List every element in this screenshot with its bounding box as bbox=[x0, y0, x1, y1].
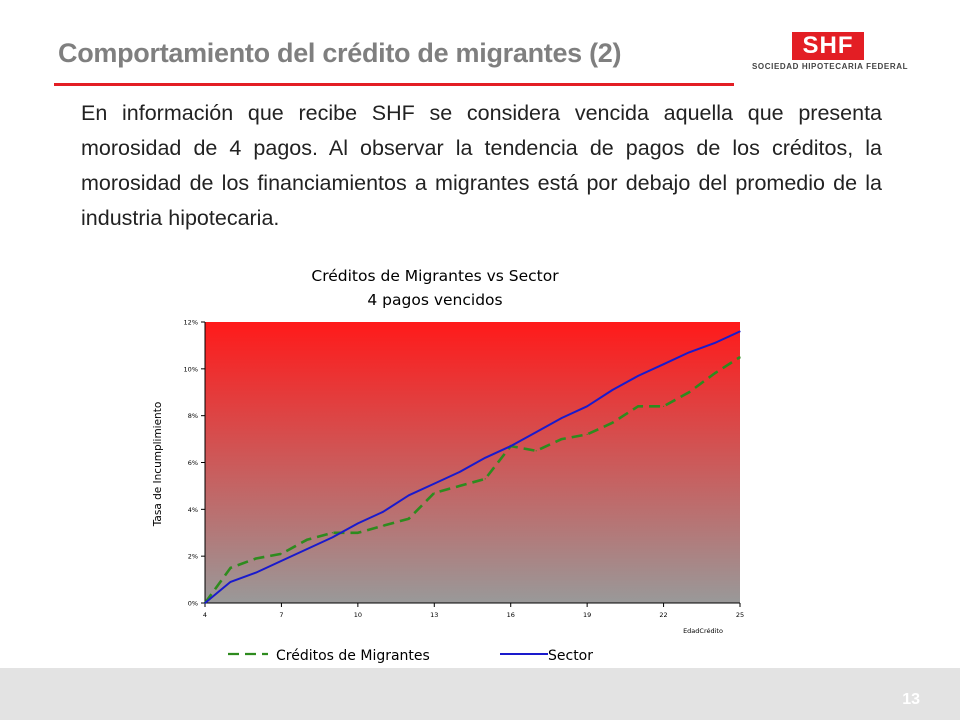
line-chart bbox=[130, 250, 770, 668]
data-point bbox=[714, 342, 715, 343]
data-point bbox=[637, 406, 638, 407]
data-point bbox=[383, 525, 384, 526]
data-point bbox=[230, 567, 231, 568]
data-point bbox=[739, 357, 740, 358]
x-tick-label: 22 bbox=[659, 611, 668, 619]
data-point bbox=[612, 422, 613, 423]
x-axis-label: EdadCrédito bbox=[683, 627, 723, 635]
slide-title: Comportamiento del crédito de migrantes (2) bbox=[58, 38, 622, 68]
y-tick-label: 10% bbox=[183, 365, 198, 374]
data-point bbox=[434, 492, 435, 493]
y-ticks bbox=[184, 319, 205, 608]
data-point bbox=[587, 434, 588, 435]
logo-tagline: SOCIEDAD HIPOTECARIA FEDERAL bbox=[752, 62, 909, 71]
chart-title: Créditos de Migrantes vs Sector bbox=[311, 267, 559, 285]
y-axis-label: Tasa de Incumplimiento bbox=[152, 401, 164, 527]
y-tick-label: 6% bbox=[187, 459, 198, 467]
data-point bbox=[637, 375, 638, 376]
data-point bbox=[739, 331, 740, 332]
x-tick-label: 25 bbox=[735, 611, 745, 619]
data-point bbox=[688, 392, 689, 393]
data-point bbox=[255, 558, 256, 559]
chart-subtitle: 4 pagos vencidos bbox=[367, 291, 503, 309]
title-rule bbox=[54, 83, 734, 86]
y-tick-label: 0% bbox=[187, 599, 198, 608]
data-point bbox=[255, 572, 256, 573]
x-tick-label: 7 bbox=[279, 611, 284, 619]
data-point bbox=[536, 431, 537, 432]
y-tick-label: 8% bbox=[187, 412, 198, 421]
chart-legend bbox=[228, 648, 593, 664]
plot-area bbox=[205, 322, 740, 603]
data-point bbox=[714, 373, 715, 374]
x-tick-label: 13 bbox=[430, 611, 439, 619]
x-tick-label: 16 bbox=[506, 611, 515, 619]
data-point bbox=[612, 389, 613, 390]
data-point bbox=[408, 495, 409, 496]
legend-label-sector: Sector bbox=[548, 648, 594, 664]
data-point bbox=[663, 364, 664, 365]
data-point bbox=[688, 352, 689, 353]
data-point bbox=[383, 511, 384, 512]
legend-label-migrantes: Créditos de Migrantes bbox=[276, 648, 430, 664]
data-point bbox=[408, 518, 409, 519]
data-point bbox=[306, 549, 307, 550]
data-point bbox=[357, 523, 358, 524]
data-point bbox=[281, 553, 282, 554]
data-point bbox=[459, 471, 460, 472]
data-point bbox=[536, 450, 537, 451]
data-point bbox=[332, 532, 333, 533]
y-tick-label: 4% bbox=[187, 505, 198, 514]
data-point bbox=[561, 438, 562, 439]
data-point bbox=[230, 581, 231, 582]
data-point bbox=[434, 483, 435, 484]
x-tick-label: 4 bbox=[202, 611, 208, 619]
data-point bbox=[663, 406, 664, 407]
data-point bbox=[306, 539, 307, 540]
page-number: 13 bbox=[902, 691, 920, 708]
footer-band bbox=[0, 668, 960, 720]
data-point bbox=[510, 446, 511, 447]
y-tick-label: 2% bbox=[187, 552, 198, 561]
data-point bbox=[357, 532, 358, 533]
data-point bbox=[485, 478, 486, 479]
data-point bbox=[332, 537, 333, 538]
y-tick-label: 12% bbox=[183, 318, 198, 327]
data-point bbox=[281, 560, 282, 561]
data-point bbox=[204, 602, 205, 603]
x-tick-label: 10 bbox=[353, 611, 362, 619]
data-point bbox=[459, 485, 460, 486]
x-ticks bbox=[203, 603, 744, 619]
logo-mark: SHF bbox=[792, 32, 864, 60]
body-paragraph: En información que recibe SHF se considera vencida aquella que presenta morosidad de 4 pagos. Al observar la tendencia de pagos de los créditos, la morosidad de los financiamientos a migrantes está por debajo del promedio de la industria hipotecaria. bbox=[81, 101, 882, 230]
x-tick-label: 19 bbox=[583, 611, 592, 619]
data-point bbox=[587, 406, 588, 407]
data-point bbox=[561, 417, 562, 418]
shf-logo bbox=[752, 28, 909, 78]
data-point bbox=[485, 457, 486, 458]
